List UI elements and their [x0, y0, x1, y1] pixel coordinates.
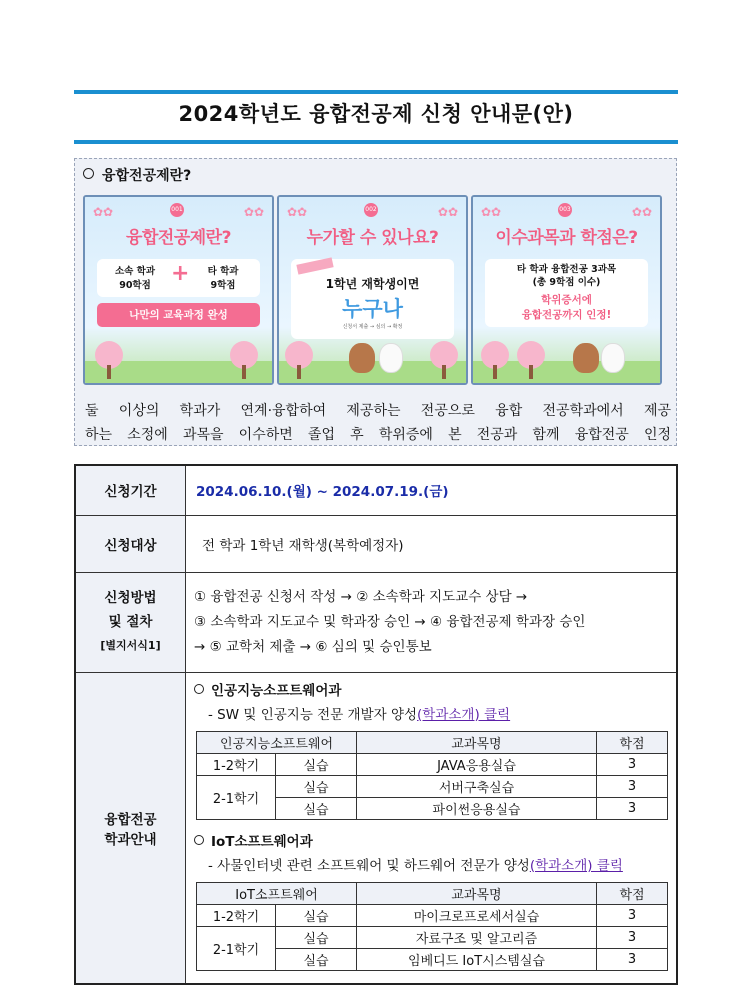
tree-icon — [517, 341, 545, 369]
type-cell: 실습 — [276, 753, 357, 775]
header-dept: 인공지능소프트웨어 — [197, 731, 357, 753]
title-top-rule — [74, 90, 678, 94]
flower-icon: ✿✿ — [93, 205, 114, 219]
info-card-who — [277, 195, 468, 385]
term-cell: 2-1학기 — [197, 926, 276, 970]
card-right-text: 타 학과 9학점 — [207, 266, 239, 291]
application-info-table — [74, 464, 678, 985]
bunny-icon — [601, 343, 625, 373]
dept-name — [194, 679, 668, 699]
term-cell: 1-2학기 — [197, 753, 276, 775]
dept-info — [186, 672, 678, 984]
info-card-credits — [471, 195, 662, 385]
type-cell: 실습 — [276, 948, 357, 970]
method-line: → ⑤ 교학처 제출 → ⑥ 심의 및 승인통보 — [194, 638, 432, 655]
tree-icon — [430, 341, 458, 369]
tree-icon — [285, 341, 313, 369]
card-line-3: 신청서 제출 → 심의 → 확정 — [342, 324, 403, 330]
table-row — [197, 904, 668, 926]
intro-heading — [83, 165, 191, 185]
dept-name — [194, 830, 668, 850]
course-table-header — [197, 731, 668, 753]
credit-cell: 3 — [597, 948, 668, 970]
bunny-icon — [379, 343, 403, 373]
flower-icon: ✿✿ — [287, 205, 308, 219]
dept-intro-link[interactable]: (학과소개) 클릭 — [529, 857, 623, 874]
dept-name-text: 인공지능소프트웨어과 — [211, 682, 342, 699]
dept-name-text: IoT소프트웨어과 — [211, 833, 313, 850]
target-value: 전 학과 1학년 재학생(복학예정자) — [186, 515, 678, 572]
card-line-2: 학위증서에 융합전공까지 인정! — [521, 294, 612, 321]
bear-icon — [349, 343, 375, 373]
intro-box — [74, 158, 677, 446]
type-cell: 실습 — [276, 926, 357, 948]
method-label-line: 및 절차 — [108, 614, 153, 630]
title-bar — [74, 90, 678, 144]
card-line-2: 누구나 — [342, 297, 403, 321]
flower-icon: ✿✿ — [481, 205, 502, 219]
type-cell: 실습 — [276, 775, 357, 797]
type-cell: 실습 — [276, 797, 357, 819]
method-label — [75, 572, 186, 672]
flower-icon: ✿✿ — [631, 205, 652, 219]
header-credit: 학점 — [597, 882, 668, 904]
dept-intro-link[interactable]: (학과소개) 클릭 — [417, 706, 511, 723]
dept-description — [208, 703, 668, 723]
tree-icon — [95, 341, 123, 369]
term-cell: 1-2학기 — [197, 904, 276, 926]
header-course: 교과목명 — [357, 731, 597, 753]
period-row — [75, 465, 677, 515]
card-heading: 융합전공제란? — [126, 228, 231, 248]
course-cell: 임베디드 IoT시스템실습 — [357, 948, 597, 970]
plus-icon: + — [171, 261, 190, 286]
credit-cell: 3 — [597, 775, 668, 797]
table-row — [197, 926, 668, 948]
course-table — [196, 731, 668, 820]
intro-text-line: 하는 소정에 과목을 이수하면 졸업 후 학위증에 본 전공과 함께 융합전공 인정 — [85, 427, 671, 443]
document-title: 2024학년도 융합전공제 신청 안내문(안) — [178, 102, 574, 126]
header-credit: 학점 — [597, 731, 668, 753]
info-card-what — [83, 195, 274, 385]
circle-bullet-icon — [194, 684, 204, 694]
period-label: 신청기간 — [75, 465, 186, 515]
method-line: ③ 소속학과 지도교수 및 학과장 승인 → ④ 융합전공제 학과장 승인 — [194, 613, 586, 630]
header-dept: IoT소프트웨어 — [197, 882, 357, 904]
course-cell: 마이크로프로세서실습 — [357, 904, 597, 926]
circle-bullet-icon — [194, 835, 204, 845]
method-steps — [186, 572, 678, 672]
course-table — [196, 882, 668, 971]
credit-cell: 3 — [597, 753, 668, 775]
card-line-1: 1학년 재학생이면 — [325, 277, 420, 291]
dept-description — [208, 854, 668, 874]
dept-row — [75, 672, 677, 984]
bear-icon — [573, 343, 599, 373]
course-cell: JAVA응용실습 — [357, 753, 597, 775]
card-pink-bar: 나만의 교육과정 완성 — [97, 303, 260, 327]
method-form-ref: [별지서식1] — [100, 639, 161, 652]
target-label: 신청대상 — [75, 515, 186, 572]
dept-label-line: 융합전공 — [104, 811, 157, 828]
table-row — [197, 753, 668, 775]
flower-icon: ✿✿ — [243, 205, 264, 219]
title-bottom-rule — [74, 140, 678, 144]
period-value: 2024.06.10.(월) ~ 2024.07.19.(금) — [186, 465, 678, 515]
card-heading: 이수과목과 학점은? — [495, 228, 638, 248]
card-badge: 003 — [558, 203, 572, 217]
course-table-header — [197, 882, 668, 904]
card-left-text: 소속 학과 90학점 — [114, 266, 155, 291]
circle-bullet-icon — [83, 168, 94, 179]
term-cell: 2-1학기 — [197, 775, 276, 819]
course-cell: 자료구조 및 알고리즘 — [357, 926, 597, 948]
dept-desc-text: - SW 및 인공지능 전문 개발자 양성 — [208, 706, 418, 723]
credit-cell: 3 — [597, 904, 668, 926]
method-label-line: 신청방법 — [104, 590, 157, 606]
course-cell: 서버구축실습 — [357, 775, 597, 797]
intro-text-line: 둘 이상의 학과가 연계·융합하여 제공하는 전공으로 융합 전공학과에서 제공 — [85, 403, 671, 419]
tree-icon — [481, 341, 509, 369]
course-cell: 파이썬응용실습 — [357, 797, 597, 819]
card-heading: 누가할 수 있나요? — [306, 228, 439, 248]
card-badge: 001 — [170, 203, 184, 217]
header-course: 교과목명 — [357, 882, 597, 904]
tree-icon — [230, 341, 258, 369]
method-row — [75, 572, 677, 672]
intro-description — [85, 399, 671, 447]
credit-cell: 3 — [597, 926, 668, 948]
flower-icon: ✿✿ — [437, 205, 458, 219]
card-line-1: 타 학과 융합전공 3과목 (총 9학점 이수) — [516, 264, 617, 288]
dept-label — [75, 672, 186, 984]
dept-desc-text: - 사물인터넷 관련 소프트웨어 및 하드웨어 전문가 양성 — [208, 857, 530, 874]
method-line: ① 융합전공 신청서 작성 → ② 소속학과 지도교수 상담 → — [194, 588, 528, 605]
dept-label-line: 학과안내 — [104, 831, 157, 848]
target-row — [75, 515, 677, 572]
table-row — [197, 775, 668, 797]
type-cell: 실습 — [276, 904, 357, 926]
credit-cell: 3 — [597, 797, 668, 819]
card-badge: 002 — [364, 203, 378, 217]
intro-heading-text: 융합전공제란? — [102, 168, 192, 184]
